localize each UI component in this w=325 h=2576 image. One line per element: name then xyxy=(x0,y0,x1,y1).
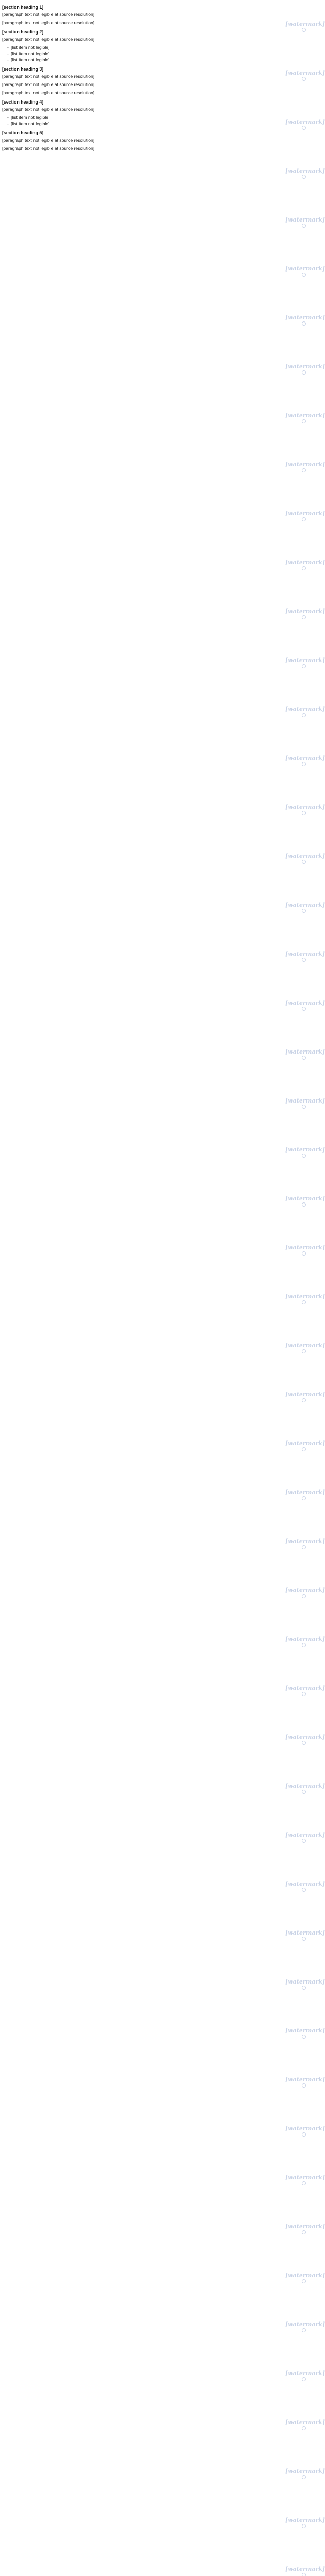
watermark-text: [watermark] xyxy=(285,1342,325,1349)
watermark-logo xyxy=(285,1244,325,1251)
registered-mark-icon xyxy=(302,1643,306,1647)
registered-mark-icon xyxy=(302,713,306,717)
watermark-logo xyxy=(285,559,325,566)
watermark-logo xyxy=(285,951,325,958)
registered-mark-icon xyxy=(302,1741,306,1745)
registered-mark-icon xyxy=(302,1888,306,1892)
leaflet-section xyxy=(2,4,290,26)
watermark-text: [watermark] xyxy=(285,999,325,1006)
watermark-text: [watermark] xyxy=(285,2174,325,2181)
section-paragraph: [paragraph text not legible at source resolution] xyxy=(2,138,95,143)
watermark-logo xyxy=(285,1342,325,1349)
watermark-logo xyxy=(285,412,325,419)
registered-mark-icon xyxy=(302,1937,306,1941)
watermark-text: [watermark] xyxy=(285,2321,325,2328)
registered-mark-icon xyxy=(302,811,306,815)
watermark-text: [watermark] xyxy=(285,951,325,957)
watermark-text: [watermark] xyxy=(285,1097,325,1104)
registered-mark-icon xyxy=(302,2426,306,2430)
registered-mark-icon xyxy=(302,1692,306,1696)
watermark-text: [watermark] xyxy=(285,510,325,517)
watermark-logo xyxy=(285,1929,325,1937)
watermark-text: [watermark] xyxy=(285,2370,325,2377)
list-item: - [list item not legible] xyxy=(7,44,290,50)
watermark-logo xyxy=(285,2370,325,2377)
watermark-logo xyxy=(285,510,325,517)
watermark-text: [watermark] xyxy=(285,1391,325,1398)
registered-mark-icon xyxy=(302,615,306,619)
registered-mark-icon xyxy=(302,321,306,326)
watermark-logo xyxy=(285,216,325,224)
section-heading: [section heading 5] xyxy=(2,130,44,135)
registered-mark-icon xyxy=(302,1349,306,1353)
registered-mark-icon xyxy=(302,2475,306,2479)
registered-mark-icon xyxy=(302,175,306,179)
watermark-logo xyxy=(285,2027,325,2035)
watermark-text: [watermark] xyxy=(285,1587,325,1594)
watermark-text: [watermark] xyxy=(285,2468,325,2475)
watermark-logo xyxy=(285,804,325,811)
leaflet-section xyxy=(2,130,290,151)
section-heading: [section heading 3] xyxy=(2,66,44,72)
watermark-logo xyxy=(285,1783,325,1790)
list-item: - [list item not legible] xyxy=(7,114,290,121)
registered-mark-icon xyxy=(302,2035,306,2039)
watermark-logo xyxy=(285,167,325,175)
watermark-text: [watermark] xyxy=(285,2027,325,2034)
registered-mark-icon xyxy=(302,860,306,864)
watermark-text: [watermark] xyxy=(285,21,325,27)
watermark-logo xyxy=(285,1734,325,1741)
registered-mark-icon xyxy=(302,1496,306,1500)
watermark-logo xyxy=(285,1636,325,1643)
watermark-logo xyxy=(285,314,325,321)
registered-mark-icon xyxy=(302,2377,306,2381)
registered-mark-icon xyxy=(302,2181,306,2185)
registered-mark-icon xyxy=(302,370,306,375)
registered-mark-icon xyxy=(302,2573,306,2576)
registered-mark-icon xyxy=(302,419,306,423)
watermark-text: [watermark] xyxy=(285,2517,325,2523)
registered-mark-icon xyxy=(302,1398,306,1402)
registered-mark-icon xyxy=(302,1790,306,1794)
watermark-text: [watermark] xyxy=(285,265,325,272)
section-paragraph: [paragraph text not legible at source resolution] xyxy=(2,146,95,151)
section-list xyxy=(2,114,290,127)
watermark-logo xyxy=(285,2076,325,2083)
registered-mark-icon xyxy=(302,762,306,766)
watermark-text: [watermark] xyxy=(285,363,325,370)
watermark-logo xyxy=(285,2174,325,2181)
watermark-text: [watermark] xyxy=(285,2419,325,2426)
registered-mark-icon xyxy=(302,958,306,962)
watermark-text: [watermark] xyxy=(285,559,325,566)
watermark-text: [watermark] xyxy=(285,216,325,223)
watermark-column xyxy=(283,0,325,2576)
registered-mark-icon xyxy=(302,909,306,913)
section-paragraph: [paragraph text not legible at source resolution] xyxy=(2,82,95,87)
watermark-logo xyxy=(285,1195,325,1202)
watermark-text: [watermark] xyxy=(285,1880,325,1887)
registered-mark-icon xyxy=(302,1447,306,1451)
registered-mark-icon xyxy=(302,1105,306,1109)
watermark-text: [watermark] xyxy=(285,2223,325,2230)
watermark-text: [watermark] xyxy=(285,608,325,615)
registered-mark-icon xyxy=(302,77,306,81)
watermark-text: [watermark] xyxy=(285,2566,325,2572)
watermark-text: [watermark] xyxy=(285,1489,325,1496)
watermark-text: [watermark] xyxy=(285,1685,325,1691)
section-paragraph: [paragraph text not legible at source resolution] xyxy=(2,12,95,17)
watermark-logo xyxy=(285,1538,325,1545)
registered-mark-icon xyxy=(302,1594,306,1598)
section-heading: [section heading 2] xyxy=(2,29,44,35)
watermark-logo xyxy=(285,853,325,860)
registered-mark-icon xyxy=(302,2132,306,2137)
watermark-text: [watermark] xyxy=(285,2272,325,2279)
watermark-logo xyxy=(285,1391,325,1398)
registered-mark-icon xyxy=(302,2083,306,2088)
registered-mark-icon xyxy=(302,468,306,472)
watermark-logo xyxy=(285,1978,325,1986)
watermark-text: [watermark] xyxy=(285,1636,325,1642)
watermark-logo xyxy=(285,363,325,370)
watermark-logo xyxy=(285,461,325,468)
registered-mark-icon xyxy=(302,1300,306,1304)
watermark-text: [watermark] xyxy=(285,1146,325,1153)
registered-mark-icon xyxy=(302,1007,306,1011)
watermark-logo xyxy=(285,2468,325,2475)
registered-mark-icon xyxy=(302,1056,306,1060)
watermark-text: [watermark] xyxy=(285,1048,325,1055)
watermark-logo xyxy=(285,2566,325,2573)
leaflet-section xyxy=(2,29,290,63)
watermark-logo xyxy=(285,1832,325,1839)
watermark-text: [watermark] xyxy=(285,314,325,321)
watermark-logo xyxy=(285,999,325,1007)
registered-mark-icon xyxy=(302,2279,306,2283)
list-item: - [list item not legible] xyxy=(7,121,290,127)
watermark-text: [watermark] xyxy=(285,1734,325,1740)
watermark-text: [watermark] xyxy=(285,1929,325,1936)
watermark-text: [watermark] xyxy=(285,461,325,468)
registered-mark-icon xyxy=(302,1545,306,1549)
watermark-logo xyxy=(285,1685,325,1692)
watermark-text: [watermark] xyxy=(285,2076,325,2083)
watermark-text: [watermark] xyxy=(285,657,325,664)
watermark-text: [watermark] xyxy=(285,70,325,76)
section-paragraph: [paragraph text not legible at source resolution] xyxy=(2,107,95,112)
watermark-text: [watermark] xyxy=(285,902,325,908)
registered-mark-icon xyxy=(302,2230,306,2234)
section-paragraph: [paragraph text not legible at source resolution] xyxy=(2,74,95,79)
registered-mark-icon xyxy=(302,517,306,521)
section-paragraph: [paragraph text not legible at source resolution] xyxy=(2,90,95,95)
watermark-logo xyxy=(285,608,325,615)
registered-mark-icon xyxy=(302,1839,306,1843)
watermark-text: [watermark] xyxy=(285,1538,325,1545)
registered-mark-icon xyxy=(302,1154,306,1158)
watermark-text: [watermark] xyxy=(285,706,325,713)
watermark-logo xyxy=(285,1489,325,1496)
watermark-text: [watermark] xyxy=(285,755,325,761)
registered-mark-icon xyxy=(302,126,306,130)
watermark-text: [watermark] xyxy=(285,412,325,419)
registered-mark-icon xyxy=(302,2524,306,2528)
watermark-text: [watermark] xyxy=(285,1440,325,1447)
watermark-logo xyxy=(285,1440,325,1447)
watermark-logo xyxy=(285,1146,325,1154)
registered-mark-icon xyxy=(302,1986,306,1990)
watermark-logo xyxy=(285,706,325,713)
watermark-logo xyxy=(285,755,325,762)
watermark-logo xyxy=(285,1880,325,1888)
watermark-text: [watermark] xyxy=(285,2125,325,2132)
watermark-logo xyxy=(285,657,325,664)
watermark-logo xyxy=(285,2125,325,2132)
leaflet-section xyxy=(2,99,290,127)
registered-mark-icon xyxy=(302,2328,306,2332)
section-paragraph: [paragraph text not legible at source resolution] xyxy=(2,20,95,25)
registered-mark-icon xyxy=(302,1202,306,1207)
watermark-logo xyxy=(285,2517,325,2524)
watermark-text: [watermark] xyxy=(285,853,325,859)
watermark-logo xyxy=(285,2321,325,2328)
watermark-text: [watermark] xyxy=(285,1244,325,1251)
section-paragraph: [paragraph text not legible at source resolution] xyxy=(2,37,95,42)
section-heading: [section heading 1] xyxy=(2,5,44,10)
watermark-text: [watermark] xyxy=(285,1832,325,1838)
section-list xyxy=(2,44,290,63)
watermark-logo xyxy=(285,2419,325,2426)
list-item: - [list item not legible] xyxy=(7,57,290,63)
watermark-text: [watermark] xyxy=(285,118,325,125)
registered-mark-icon xyxy=(302,566,306,570)
package-leaflet xyxy=(2,1,290,154)
watermark-text: [watermark] xyxy=(285,167,325,174)
registered-mark-icon xyxy=(302,273,306,277)
registered-mark-icon xyxy=(302,28,306,32)
leaflet-section xyxy=(2,66,290,96)
watermark-text: [watermark] xyxy=(285,1783,325,1789)
registered-mark-icon xyxy=(302,224,306,228)
watermark-logo xyxy=(285,902,325,909)
list-item: - [list item not legible] xyxy=(7,50,290,57)
watermark-text: [watermark] xyxy=(285,1195,325,1202)
watermark-text: [watermark] xyxy=(285,1293,325,1300)
registered-mark-icon xyxy=(302,664,306,668)
watermark-text: [watermark] xyxy=(285,1978,325,1985)
watermark-logo xyxy=(285,1293,325,1300)
watermark-logo xyxy=(285,265,325,273)
section-heading: [section heading 4] xyxy=(2,99,44,105)
watermark-logo xyxy=(285,2223,325,2230)
watermark-logo xyxy=(285,1048,325,1056)
registered-mark-icon xyxy=(302,1251,306,1256)
watermark-logo xyxy=(285,1587,325,1594)
watermark-text: [watermark] xyxy=(285,804,325,810)
watermark-logo xyxy=(285,1097,325,1105)
watermark-logo xyxy=(285,2272,325,2279)
